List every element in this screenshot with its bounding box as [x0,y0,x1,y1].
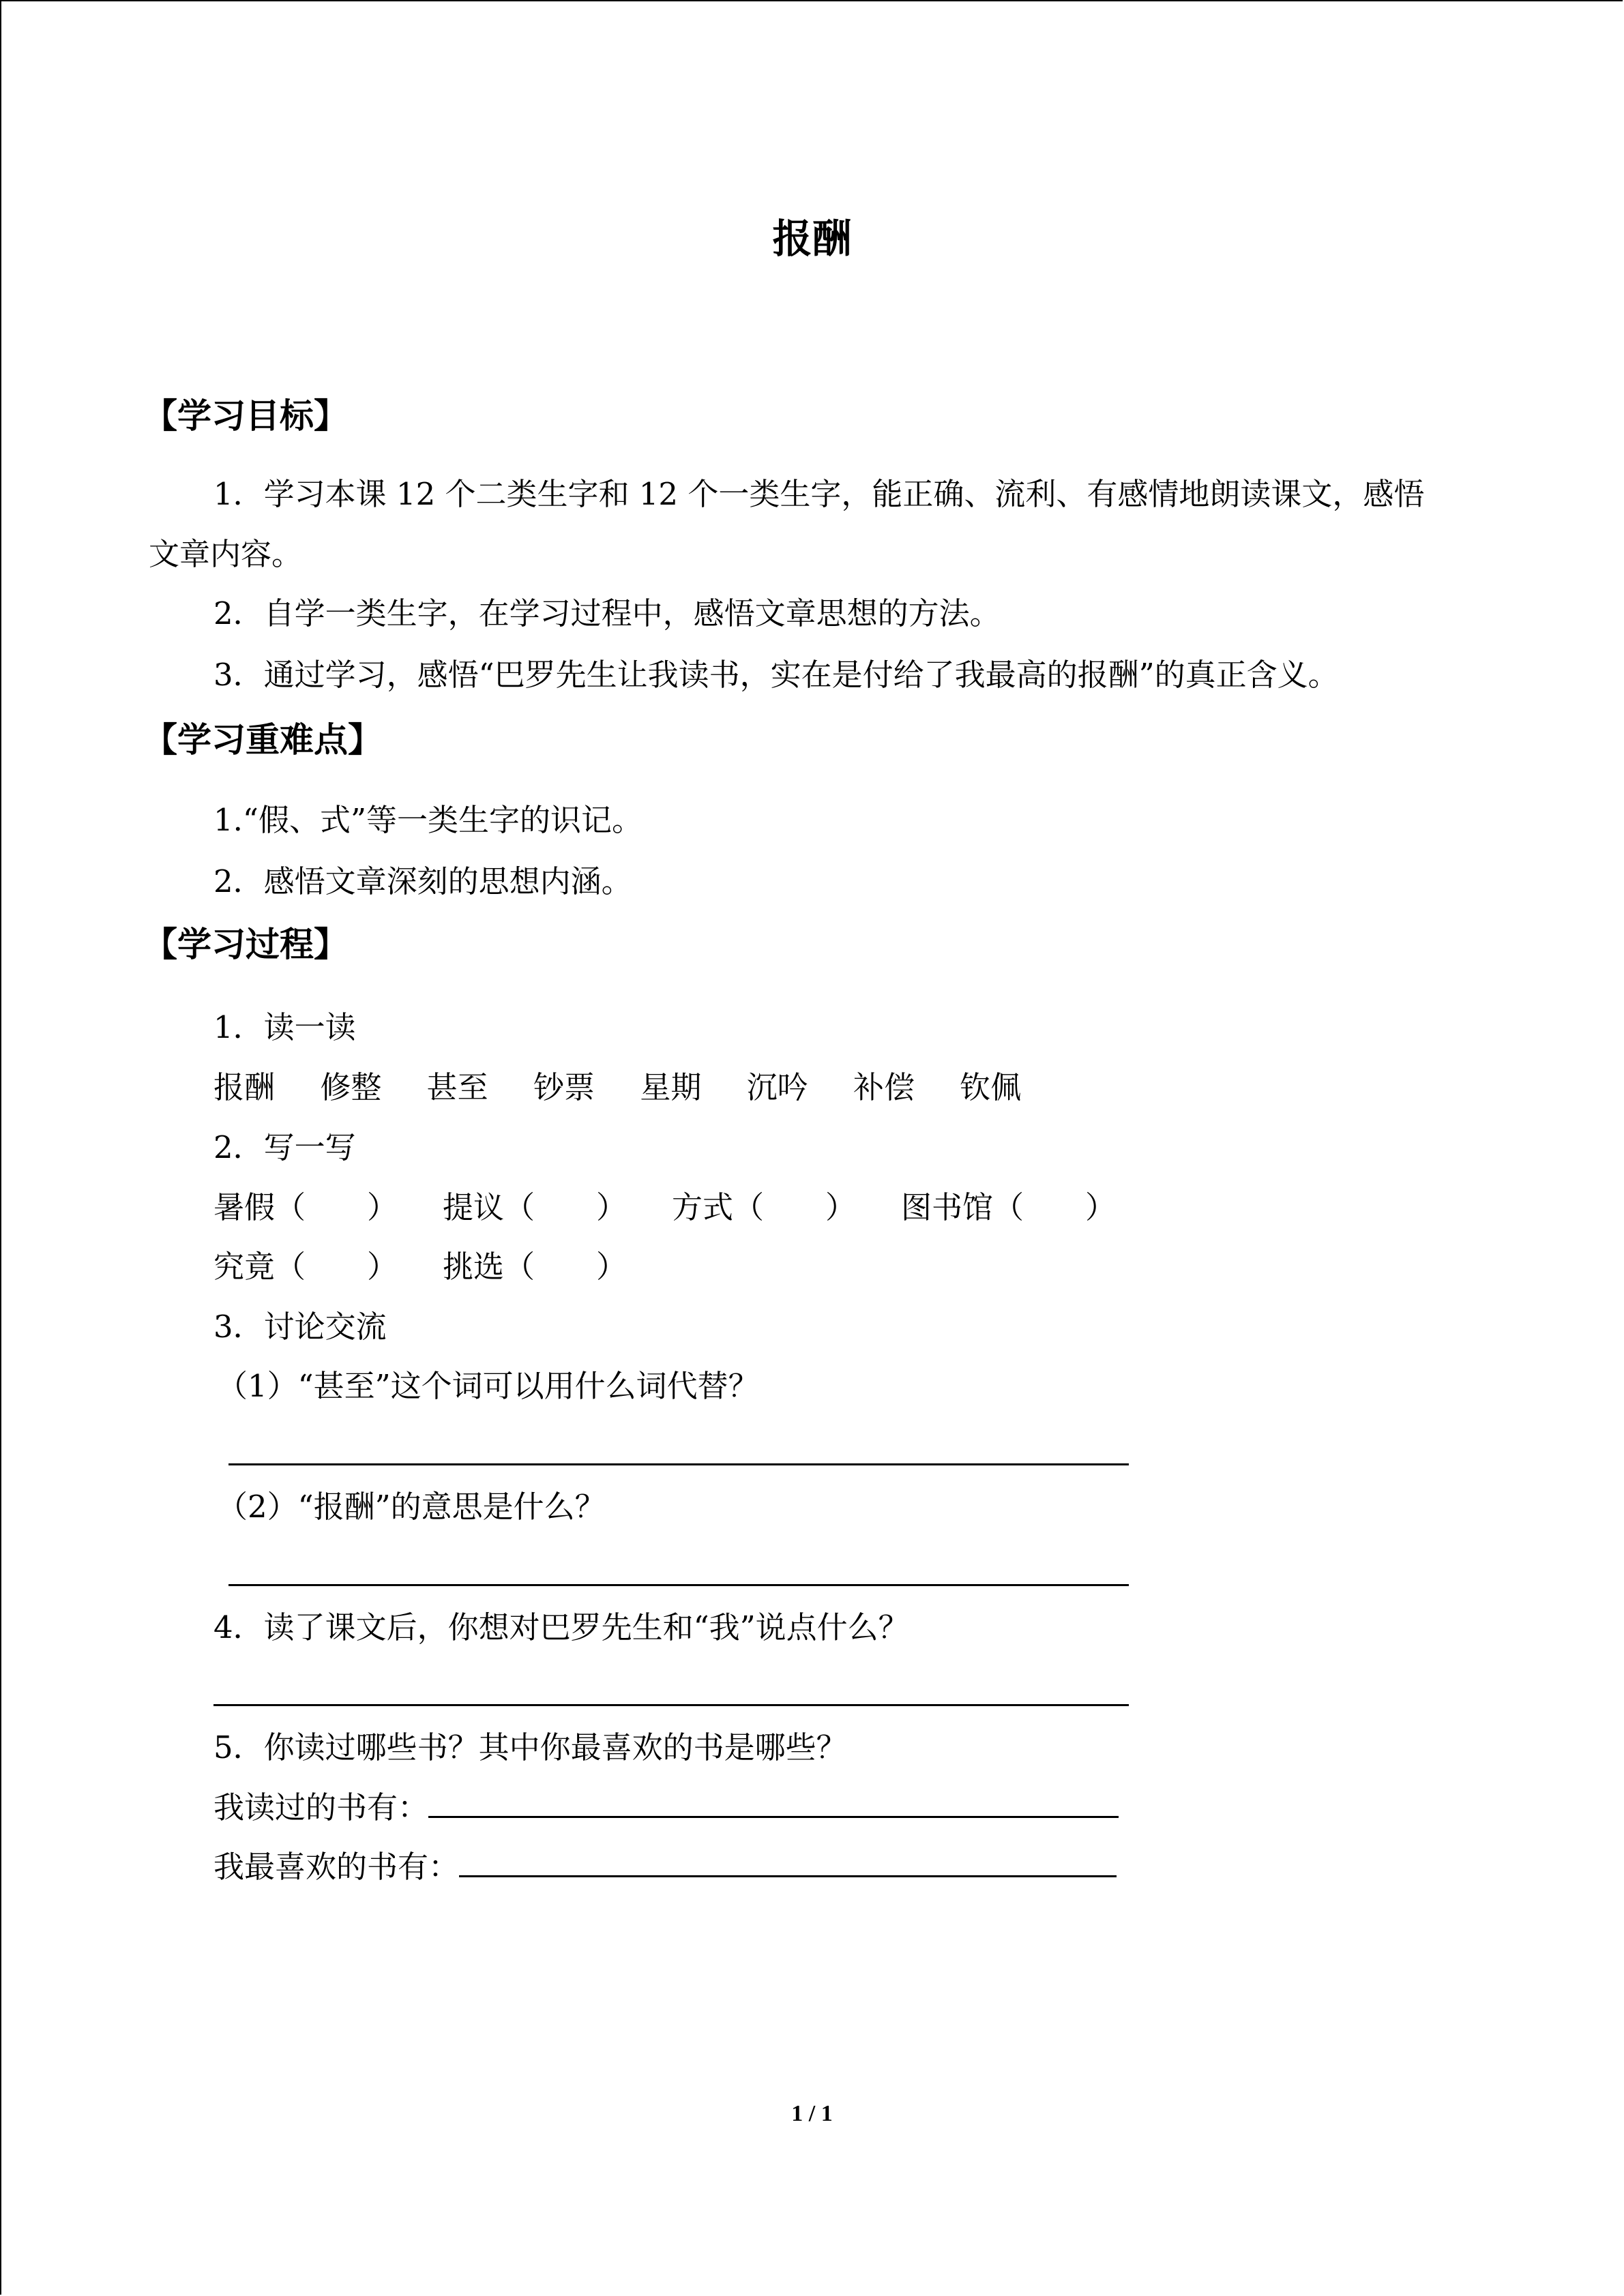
goals-heading: 【学习目标】 [143,396,348,436]
write-label: 2．写一写 [213,1129,356,1165]
read-word: 修整 [320,1069,382,1105]
discuss-label: 3．讨论交流 [213,1309,387,1345]
process-heading: 【学习过程】 [143,925,348,964]
write-item[interactable]: 提议（ ） [443,1189,628,1225]
write-item[interactable]: 图书馆（ ） [901,1189,1117,1225]
write-item[interactable]: 究竟（ ） [213,1249,398,1285]
read-word: 钦佩 [960,1069,1022,1105]
read-word: 报酬 [213,1069,276,1105]
page-number: 1 / 1 [791,2101,833,2126]
read-label: 1．读一读 [213,1009,356,1045]
write-row-1 [213,1184,1130,1232]
read-books-row [213,1784,1119,1832]
write-item[interactable]: 暑假（ ） [213,1189,398,1225]
key-points-heading: 【学习重难点】 [143,720,382,760]
read-word: 补偿 [853,1069,915,1105]
discuss-question-1: （1）“甚至”这个词可以用什么词代替？ [217,1368,759,1404]
favorite-books-label: 我最喜欢的书有： [213,1849,460,1885]
key-point-item-1: 1.“假、式”等一类生字的识记。 [213,802,643,838]
favorite-books-row [213,1843,1117,1891]
read-word: 沉吟 [746,1069,808,1105]
read-word: 甚至 [426,1069,488,1105]
page-title: 报酬 [772,215,852,262]
write-item[interactable]: 挑选（ ） [443,1249,628,1285]
favorite-books-answer-line[interactable] [459,1849,1117,1877]
answer-line-q1[interactable] [228,1463,1129,1465]
question-4: 4．读了课文后，你想对巴罗先生和“我”说点什么？ [213,1609,909,1645]
key-point-item-2: 2．感悟文章深刻的思想内涵。 [213,863,632,899]
read-word-list [213,1064,1057,1112]
answer-line-q2[interactable] [228,1584,1129,1586]
answer-line-q4[interactable] [213,1704,1129,1706]
write-row-2 [213,1243,672,1291]
goal-item-2: 2．自学一类生字，在学习过程中，感悟文章思想的方法。 [213,595,1001,631]
discuss-question-2: （2）“报酬”的意思是什么？ [217,1489,606,1525]
question-5: 5．你读过哪些书？其中你最喜欢的书是哪些？ [213,1729,847,1765]
read-word: 星期 [640,1069,702,1105]
read-word: 钞票 [533,1069,595,1105]
goal-item-1: 1．学习本课 12 个二类生字和 12 个一类生字，能正确、流利、有感情地朗读课文，感悟 [213,476,1425,512]
goal-item-1-cont: 文章内容。 [149,536,303,572]
read-books-label: 我读过的书有： [213,1789,429,1825]
read-books-answer-line[interactable] [428,1790,1119,1818]
write-item[interactable]: 方式（ ） [672,1189,857,1225]
goal-item-3: 3．通过学习，感悟“巴罗先生让我读书，实在是付给了我最高的报酬”的真正含义。 [213,657,1339,693]
